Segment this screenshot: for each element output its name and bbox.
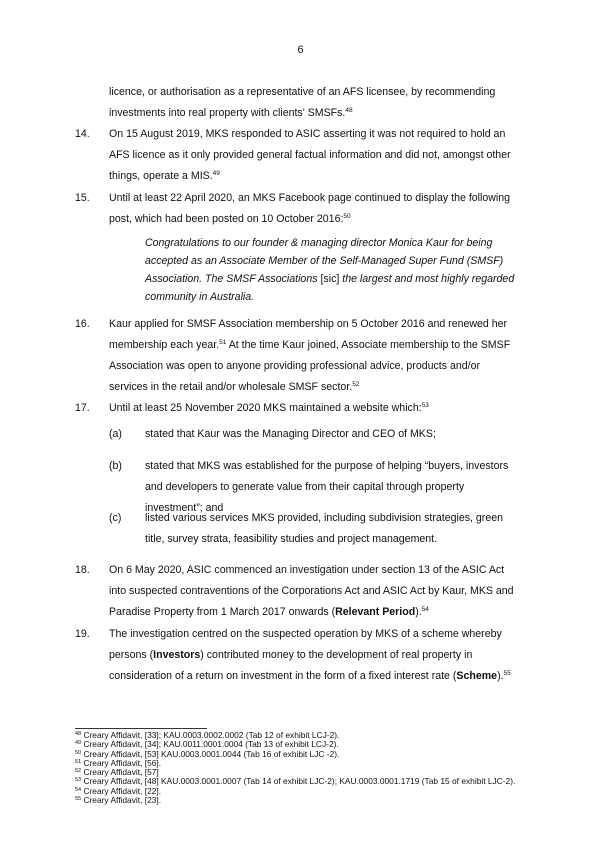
- footnote-text: Creary Affidavit, [57]: [81, 767, 159, 778]
- paragraph-number: 18.: [75, 564, 90, 576]
- footnote-text: Creary Affidavit, [34]; KAU.0011.0001.0004 (Tab 13 of exhibit LCJ-2).: [81, 739, 339, 750]
- defined-term: Relevant Period: [335, 606, 416, 618]
- paragraph-text: The investigation centred on the suspected operation by MKS of a scheme whereby persons (: [109, 628, 502, 661]
- quote-text: Congratulations to our founder & managing director Monica Kaur for being accepted as an Associate Member of the Self-Managed Super Fund (SMSF) Association. The SMSF Associations: [145, 237, 504, 285]
- footnote-ref: 52: [352, 381, 360, 388]
- paragraph-18: [109, 560, 517, 623]
- footnote-number: 49: [75, 740, 82, 747]
- paragraph-text: Until at least 22 April 2020, an MKS Facebook page continued to display the following post, which had been posted on 10 October 2016:: [109, 192, 511, 225]
- footnote-text: Creary Affidavit, [48] KAU.0003.0001.0007 (Tab 14 of exhibit LJC-2); KAU.0003.0001.1719 (Tab 15 of exhibit LJC-2).: [81, 776, 516, 787]
- footnote-number: 50: [75, 749, 82, 756]
- list-item-label: (c): [109, 512, 122, 524]
- list-item-text: stated that MKS was established for the purpose of helping “buyers, investors and developers to generate value from their capital through property investment”; and: [145, 460, 509, 514]
- paragraph-number: 19.: [75, 628, 90, 640]
- footnote-ref: 51: [219, 339, 227, 346]
- sic-marker: [sic]: [320, 273, 340, 285]
- footnote-separator: [75, 728, 207, 729]
- paragraph-text: At the time Kaur joined, Associate membership to the SMSF Association was open to anyone providing professional advice, products and/or services in the retail and/or wholesale SMSF sector.: [109, 339, 511, 393]
- footnote-number: 54: [75, 786, 82, 793]
- footnote: [75, 796, 517, 805]
- paragraph-text: licence, or authorisation as a representative of an AFS licensee, by recommending investments into real property with clients' SMSFs.: [109, 86, 496, 119]
- footnote-text: Creary Affidavit, [23].: [81, 795, 162, 806]
- footnote-text: Creary Affidavit, [56].: [81, 757, 162, 768]
- footnote-text: Creary Affidavit, [22].: [81, 785, 162, 796]
- footnote-ref: 50: [343, 213, 351, 220]
- paragraph-number: 15.: [75, 192, 90, 204]
- paragraph-number: 16.: [75, 318, 90, 330]
- footnote-number: 52: [75, 768, 82, 775]
- footnote-ref: 55: [503, 670, 511, 677]
- list-item-label: (a): [109, 428, 122, 440]
- paragraph-text: Until at least 25 November 2020 MKS maintained a website which:: [109, 402, 422, 414]
- paragraph-14: [109, 124, 517, 187]
- paragraph-text: On 6 May 2020, ASIC commenced an investigation under section 13 of the ASIC Act into suspected contraventions of the Corporations Act and ASIC Act by Kaur, MKS and Paradise Property from 1 March 2017 onwards (: [109, 564, 514, 618]
- paragraph-text: ) contributed money to the development of real property in consideration of a return on investment in the form of a fixed interest rate (: [109, 649, 473, 682]
- footnote-number: 55: [75, 796, 82, 803]
- footnote-ref: 53: [421, 402, 429, 409]
- defined-term: Investors: [153, 649, 201, 661]
- paragraph-number: 14.: [75, 128, 90, 140]
- paragraph-13-continuation: [109, 82, 517, 124]
- list-item-label: (b): [109, 460, 122, 472]
- quote-text: the largest and most highly regarded community in Australia.: [145, 273, 515, 303]
- paragraph-19: [109, 624, 517, 687]
- paragraph-text: ).: [497, 670, 504, 682]
- footnote-number: 51: [75, 758, 82, 765]
- footnote-text: Creary Affidavit, [33]; KAU.0003.0002.0002 (Tab 12 of exhibit LCJ-2).: [81, 730, 340, 740]
- paragraph-17: [109, 398, 517, 419]
- paragraph-15: [109, 188, 517, 230]
- footnote-number: 48: [75, 731, 82, 737]
- footnote-number: 53: [75, 777, 82, 784]
- list-item-text: listed various services MKS provided, including subdivision strategies, green title, survey strata, feasibility studies and project management.: [145, 512, 504, 545]
- paragraph-number: 17.: [75, 402, 90, 414]
- footnote-ref: 49: [212, 170, 220, 177]
- footnote-ref: 54: [421, 606, 429, 613]
- footnotes: [75, 731, 517, 805]
- paragraph-text: Kaur applied for SMSF Association membership on 5 October 2016 and renewed her membership each year.: [109, 318, 508, 351]
- footnote-ref: 48: [345, 107, 353, 114]
- block-quote: [145, 234, 517, 306]
- paragraph-text: On 15 August 2019, MKS responded to ASIC asserting it was not required to hold an AFS licence as it only provided general factual information and did not, amongst other things, operate a MIS.: [109, 128, 511, 182]
- footnote-text: Creary Affidavit, [53] KAU.0003.0001.0044 (Tab 16 of exhibit LJC -2).: [81, 748, 340, 759]
- list-item-text: stated that Kaur was the Managing Director and CEO of MKS;: [145, 428, 436, 440]
- paragraph-text: ).: [415, 606, 422, 618]
- paragraph-16: [109, 314, 517, 398]
- defined-term: Scheme: [456, 670, 498, 682]
- page-number: 6: [297, 44, 304, 56]
